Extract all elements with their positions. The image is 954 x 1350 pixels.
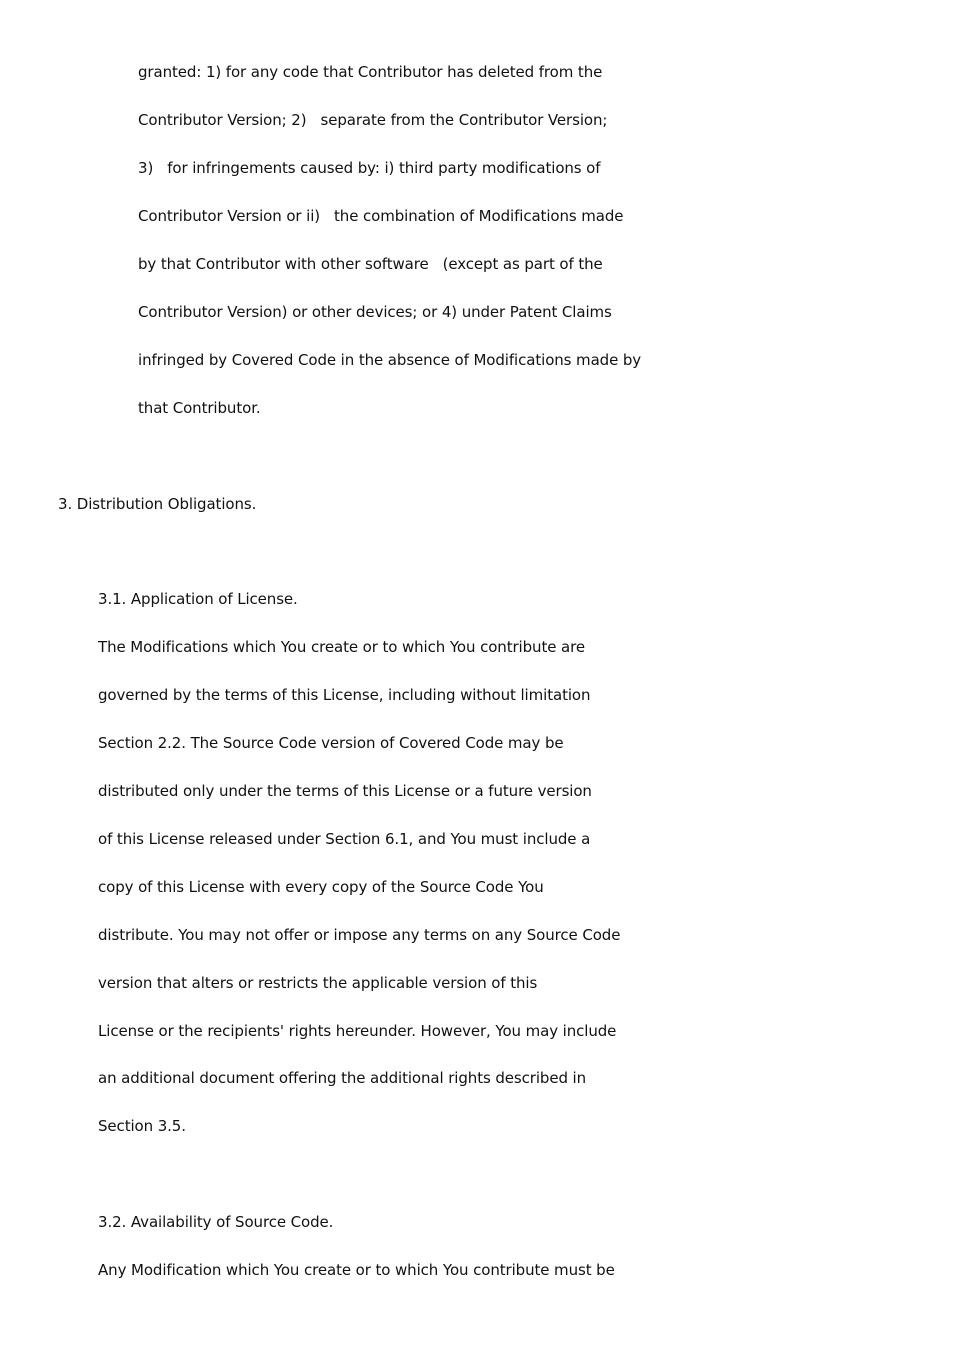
paragraph-line: 3) for infringements caused by: i) third party modifications of bbox=[138, 159, 601, 177]
paragraph-line: version that alters or restricts the applicable version of this bbox=[98, 974, 538, 992]
paragraph-line: Section 2.2. The Source Code version of Covered Code may be bbox=[98, 734, 564, 752]
paragraph-line: copy of this License with every copy of the Source Code You bbox=[98, 878, 544, 896]
paragraph-line: granted: 1) for any code that Contributor has deleted from the bbox=[138, 63, 603, 81]
paragraph-line: Section 3.5. bbox=[98, 1117, 186, 1135]
section-heading: 3. Distribution Obligations. bbox=[58, 495, 257, 513]
paragraph-line: License or the recipients' rights hereunder. However, You may include bbox=[98, 1022, 617, 1040]
subsection-heading: 3.2. Availability of Source Code. bbox=[98, 1213, 334, 1231]
paragraph-line: Contributor Version) or other devices; or 4) under Patent Claims bbox=[138, 303, 612, 321]
paragraph-line: distribute. You may not offer or impose any terms on any Source Code bbox=[98, 926, 621, 944]
paragraph-line: Any Modification which You create or to which You contribute must be bbox=[98, 1261, 615, 1279]
paragraph-line: an additional document offering the additional rights described in bbox=[98, 1069, 587, 1087]
paragraph-line: that Contributor. bbox=[138, 399, 261, 417]
paragraph-line: of this License released under Section 6.1, and You must include a bbox=[98, 830, 591, 848]
paragraph-line: Contributor Version; 2) separate from the Contributor Version; bbox=[138, 111, 608, 129]
paragraph-line: distributed only under the terms of this License or a future version bbox=[98, 782, 592, 800]
paragraph-line: governed by the terms of this License, including without limitation bbox=[98, 686, 591, 704]
paragraph-line: Contributor Version or ii) the combination of Modifications made bbox=[138, 207, 624, 225]
paragraph-line: by that Contributor with other software (except as part of the bbox=[138, 255, 603, 273]
paragraph-line: infringed by Covered Code in the absence of Modifications made by bbox=[138, 351, 642, 369]
paragraph-line: The Modifications which You create or to which You contribute are bbox=[98, 638, 585, 656]
subsection-heading: 3.1. Application of License. bbox=[98, 590, 298, 608]
